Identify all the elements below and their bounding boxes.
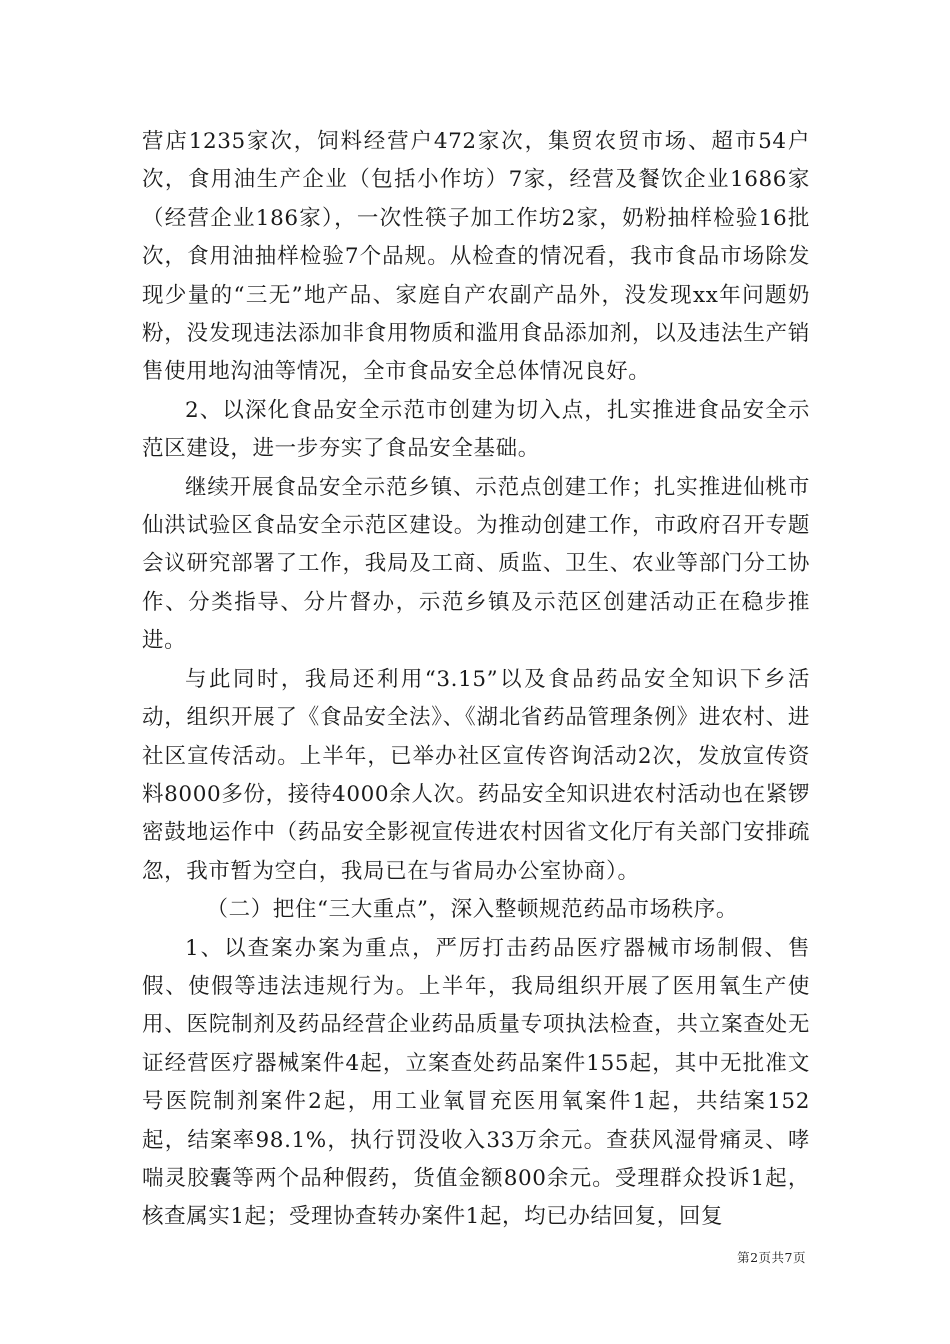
paragraph-case-handling: 1、以查案办案为重点，严厉打击药品医疗器械市场制假、售假、使假等违法违规行为。上半年，我局组织开展了医用氧生产使用、医院制剂及药品经营企业药品质量专项执法检查，共立案查处无证经营医疗器械案件4起，立案查处药品案件155起，其中无批准文号医院制剂案件2起，用工业氧冒充医用氧案件1起，共结案152起，结案率98.1%，执行罚没收入33万余元。查获风湿骨痛灵、哮喘灵胶囊等两个品种假药，货值金额800余元。受理群众投诉1起，核查属实1起；受理协查转办案件1起，均已办结回复，回复 — [142, 935, 810, 1230]
paragraph-demo-city-heading: 2、以深化食品安全示范市创建为切入点，扎实推进食品安全示范区建设，进一步夯实了食品安全基础。 — [142, 397, 810, 462]
paragraph-demo-zone-work: 继续开展食品安全示范乡镇、示范点创建工作；扎实推进仙桃市仙洪试验区食品安全示范区建设。为推动创建工作，市政府召开专题会议研究部署了工作，我局及工商、质监、卫生、农业等部门分工协作、分类指导、分片督办，示范乡镇及示范区创建活动正在稳步推进。 — [142, 474, 810, 654]
page-number-footer: 第2页共7页 — [737, 1250, 806, 1265]
document-body — [142, 123, 810, 1237]
paragraph-publicity-activities: 与此同时，我局还利用“3.15”以及食品药品安全知识下乡活动，组织开展了《食品安全法》、《湖北省药品管理条例》进农村、进社区宣传活动。上半年，已举办社区宣传咨询活动2次，发放宣传资料8000多份，接待4000余人次。药品安全知识进农村活动也在紧锣密鼓地运作中（药品安全影视宣传进农村因省文化厅有关部门安排疏忽，我市暂为空白，我局已在与省局办公室协商）。 — [142, 666, 810, 884]
paragraph-inspection-results: 营店1235家次，饲料经营户472家次，集贸农贸市场、超市54户次，食用油生产企业（包括小作坊）7家，经营及餐饮企业1686家（经营企业186家），一次性筷子加工作坊2家，奶粉抽样检验16批次，食用油抽样检验7个品规。从检查的情况看，我市食品市场除发现少量的“三无”地产品、家庭自产农副产品外，没发现xx年问题奶粉，没发现违法添加非食用物质和滥用食品添加剂，以及违法生产销售使用地沟油等情况，全市食品安全总体情况良好。 — [142, 129, 810, 385]
section-heading-three-priorities: （二）把住“三大重点”，深入整顿规范药品市场秩序。 — [206, 897, 738, 923]
